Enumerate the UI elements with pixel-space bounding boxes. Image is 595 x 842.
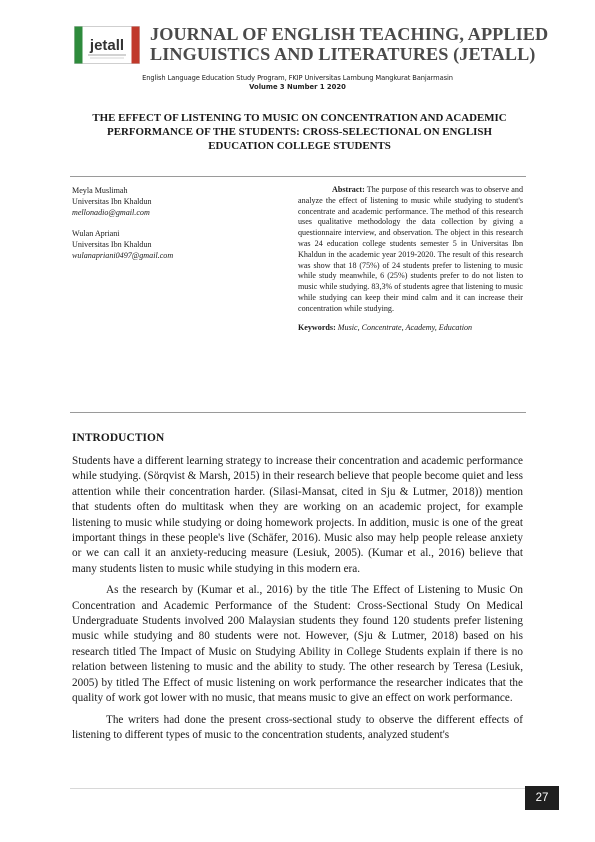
section-heading: INTRODUCTION	[72, 432, 165, 444]
page-number: 27	[525, 786, 559, 810]
author-name: Wulan Apriani	[72, 229, 120, 238]
paragraph: The writers had done the present cross-sectional study to observe the different effects of listening to different types of music to the concentration students, analyzed student's	[72, 713, 523, 741]
program-affiliation: English Language Education Study Program, FKIP Universitas Lambung Mangkurat Banjarmasin	[142, 74, 453, 82]
svg-text:jetall: jetall	[89, 37, 125, 54]
author	[72, 228, 272, 261]
divider	[70, 176, 526, 177]
author-email[interactable]: wulanapriani0497@gmail.com	[72, 251, 174, 260]
paper-title: THE EFFECT OF LISTENING TO MUSIC ON CONCENTRATION AND ACADEMIC PERFORMANCE OF THE STUDENTS: CROSS-SELECTIONAL ON ENGLISH EDUCATION COLLEGE STUDENTS	[92, 112, 507, 152]
journal-title: JOURNAL OF ENGLISH TEACHING, APPLIED LINGUISTICS AND LITERATURES (JETALL)	[150, 24, 549, 64]
author-affiliation: Universitas Ibn Khaldun	[72, 240, 152, 249]
introduction-body	[72, 454, 523, 743]
paragraph: As the research by (Kumar et al., 2016) by the title The Effect of Listening to Music On Concentration and Academic Performance of the Student: Cross-Sectional Study On Medical Undergraduate Students involved 200 Malaysian students they found 120 students prefer listening music while studying and 80 students were not. However, (Sju & Lutmer, 2018) based on his research titled The Impact of Music on Studying Ability in College Students explain if there is no relation between listening to music and the ability to study. The other research by Teresa (Lesiuk, 2005) by titled The Effect of music listening on work performance the researcher indicates that the quality of work got lower with no music, that means music to give an effect on work performance.	[72, 584, 523, 705]
author-affiliation: Universitas Ibn Khaldun	[72, 197, 152, 206]
abstract-body	[298, 185, 523, 315]
abstract-text: The purpose of this research was to observe and analyze the effect of listening to music while studying to student's concentrate and academic performance. The method of this research uses qualitative methodology the data collection by giving a questionnaire interview, and observation. The object in this research was 24 education college students semester 5 in Universitas Ibn Khaldun in the academic year 2019-2020. The result of this research was show that 18 (75%) of 24 students prefer to listening to music while study meanwhile, 6 (25%) students prefer to do not listen to music while studying. 83,3% of students agree that listening to music while studying can keep their mind calm and it can increase their concentration while studying.	[298, 185, 523, 313]
paragraph: Students have a different learning strategy to increase their concentration and academic performance while studying. (Sörqvist & Marsh, 2015) in their research believe that people become quiet and less attention while their concentration harder. (Silasi-Mansat, cited in Sju & Lutmer, 2018)) mention that students often do multitask when they are working on an academic project, for example listening to music while studying or doing homework projects. In addition, music is one of the great important things in these people's live (Schäfer, 2016). Music also may help people release anxiety or we can call it an anxiety-reducing measure (Lesiuk, 2005). (Kumar et al., 2016) believe that many students listen to music while studying in this modern era.	[72, 455, 523, 575]
keywords	[298, 323, 523, 334]
keywords-list: Music, Concentrate, Academy, Education	[337, 322, 473, 332]
author-list	[72, 185, 272, 261]
abstract	[298, 185, 523, 333]
divider	[70, 412, 526, 413]
footer-divider	[70, 788, 526, 789]
journal-logo	[74, 26, 140, 64]
jetall-logo-icon	[74, 26, 140, 64]
author-email[interactable]: mellonadio@gmail.com	[72, 208, 150, 217]
keywords-label: Keywords:	[298, 322, 336, 332]
abstract-label: Abstract:	[332, 185, 365, 194]
author-name: Meyla Muslimah	[72, 186, 128, 195]
author	[72, 185, 272, 218]
volume-number: Volume 3 Number 1 2020	[249, 83, 346, 91]
